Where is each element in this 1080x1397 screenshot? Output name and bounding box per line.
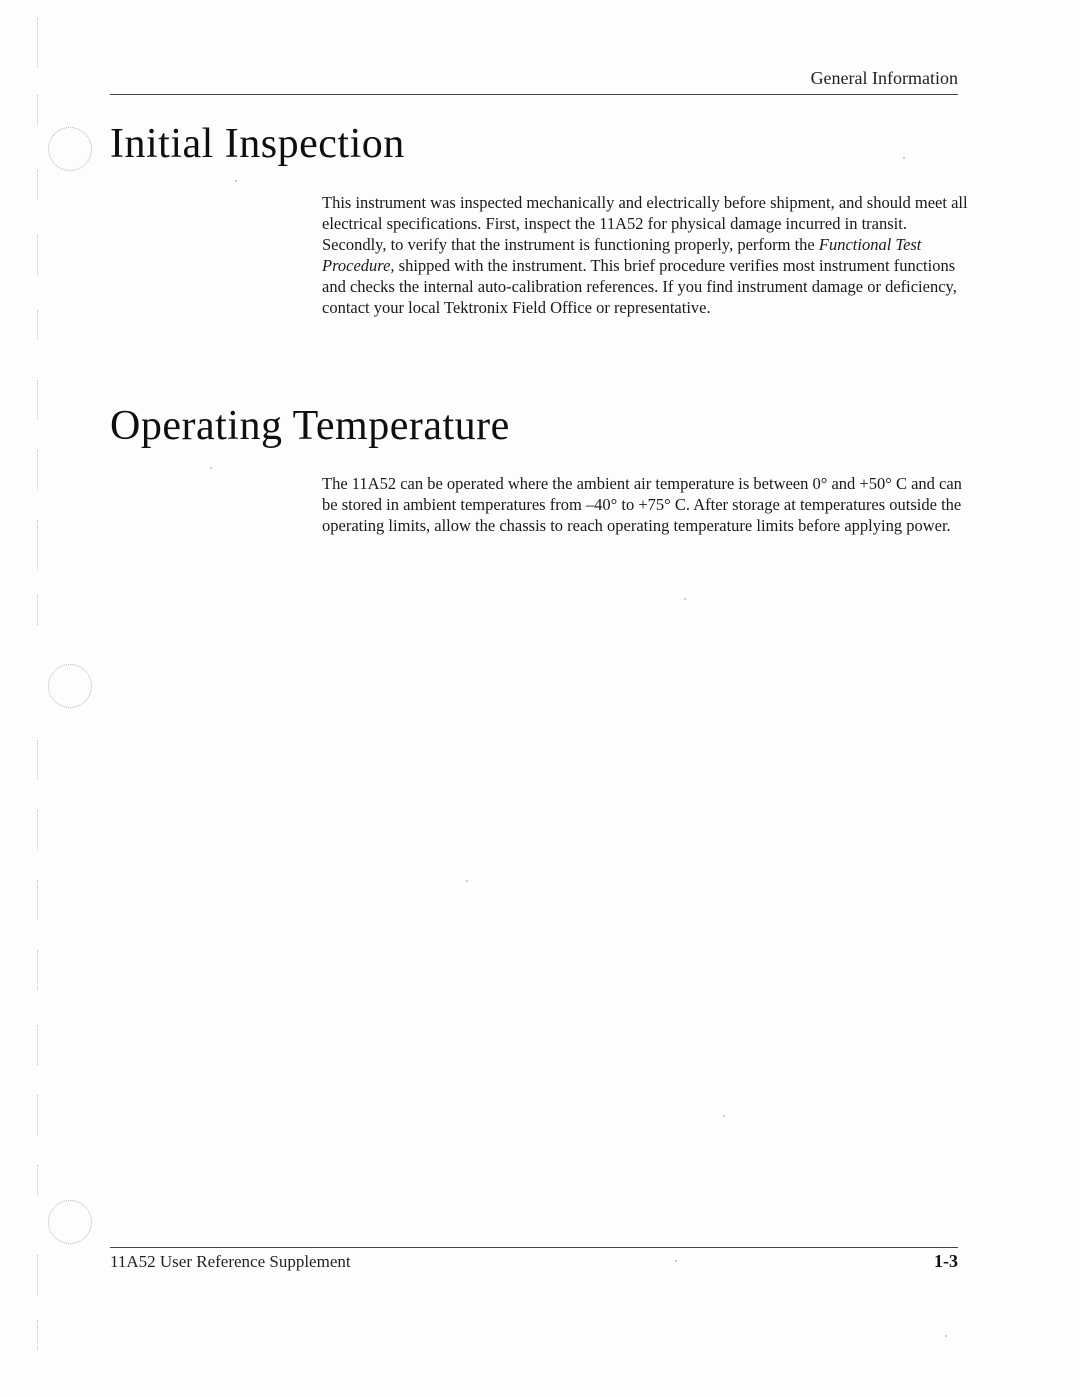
- scan-speck: [235, 180, 237, 182]
- scan-speck: [945, 1335, 947, 1337]
- page-number: 1-3: [934, 1251, 958, 1271]
- edge-mark: [37, 1165, 38, 1195]
- edge-mark: [37, 170, 38, 200]
- section-title-initial-inspection: Initial Inspection: [110, 121, 405, 167]
- section-title-operating-temperature: Operating Temperature: [110, 403, 510, 449]
- scan-speck: [723, 1115, 725, 1117]
- edge-mark: [37, 18, 38, 68]
- edge-mark: [37, 95, 38, 125]
- punch-hole-bottom: [48, 1200, 92, 1244]
- footer-document-title: 11A52 User Reference Supplement: [110, 1252, 351, 1271]
- edge-mark: [37, 880, 38, 920]
- scan-speck: [675, 1260, 677, 1262]
- paragraph-text: This instrument was inspected mechanically and electrically before shipment, and should meet all electrical specifications. First, inspect the 11A52 for physical damage incurred in transit. Secondly, to verify that the instrument is functioning properly, perform the: [322, 193, 968, 254]
- punch-hole-top: [48, 127, 92, 171]
- procedure-reference: Functional Test Procedure,: [322, 235, 922, 275]
- edge-mark: [37, 450, 38, 490]
- edge-mark: [37, 595, 38, 625]
- paragraph-text: shipped with the instrument. This brief procedure verifies most instrument functions and checks the internal auto-calibration references. If you find instrument damage or deficiency, contact your local Tektronix Field Office or representative.: [322, 256, 957, 317]
- footer-rule: [110, 1247, 958, 1248]
- edge-mark: [37, 380, 38, 420]
- punch-hole-middle: [48, 664, 92, 708]
- edge-mark: [37, 1095, 38, 1135]
- edge-mark: [37, 740, 38, 780]
- edge-mark: [37, 1320, 38, 1350]
- edge-mark: [37, 520, 38, 570]
- scan-speck: [466, 880, 468, 882]
- edge-mark: [37, 1255, 38, 1295]
- edge-mark: [37, 1025, 38, 1065]
- initial-inspection-paragraph: [322, 192, 972, 318]
- operating-temperature-paragraph: The 11A52 can be operated where the ambient air temperature is between 0° and +50° C and can be stored in ambient temperatures from –40° to +75° C. After storage at temperatures outside the operating limits, allow the chassis to reach operating temperature limits before applying power.: [322, 474, 962, 535]
- scan-speck: [903, 157, 905, 159]
- edge-mark: [37, 235, 38, 275]
- scan-speck: [210, 467, 212, 469]
- edge-mark: [37, 950, 38, 990]
- header-rule: [110, 94, 958, 95]
- running-header: General Information: [810, 68, 958, 88]
- edge-mark: [37, 310, 38, 340]
- scan-speck: [684, 598, 686, 600]
- edge-mark: [37, 810, 38, 850]
